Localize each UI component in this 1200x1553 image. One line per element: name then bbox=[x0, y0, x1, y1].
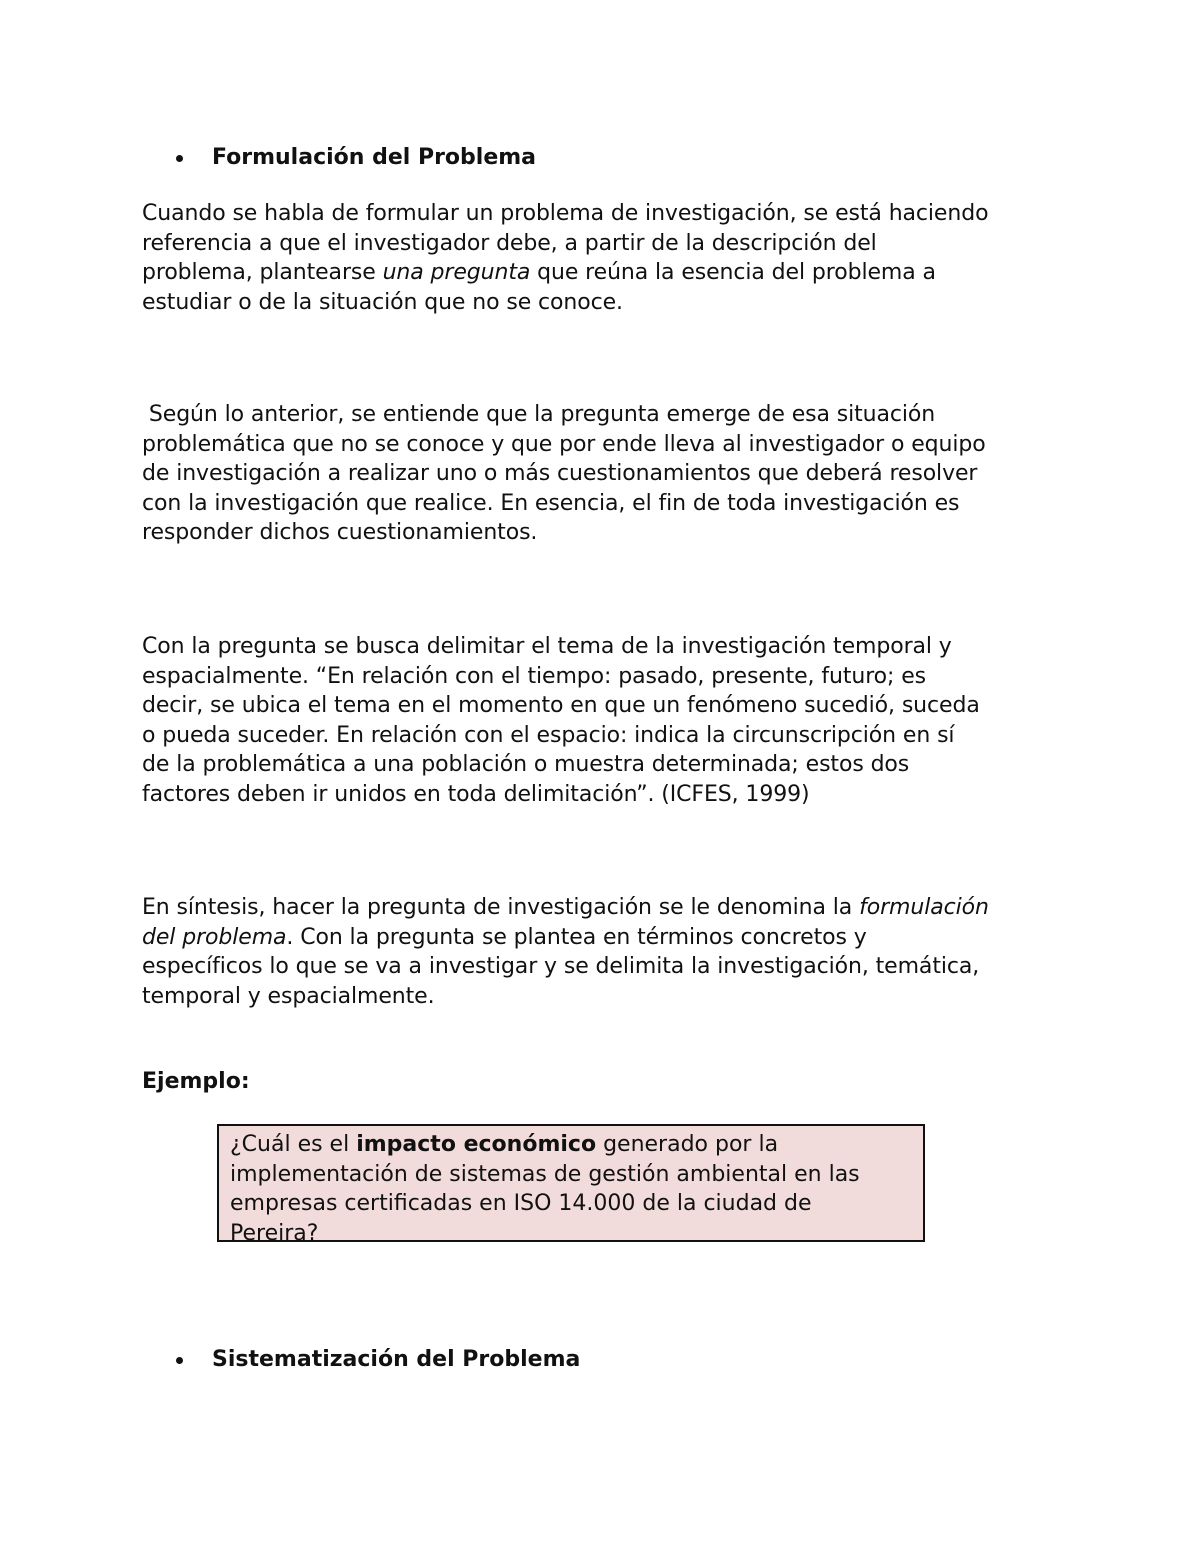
bold-text: impacto económico bbox=[356, 1132, 597, 1157]
paragraph-question-origin: Según lo anterior, se entiende que la pregunta emerge de esa situación problemática que no se conoce y que por ende lleva al investigador o equipo de investigación a realizar uno o más cuestionamientos que deberá resolver con la investigación que realice. En esencia, el fin de toda investigación es responder dichos cuestionamientos. bbox=[142, 402, 986, 545]
paragraph-definition: Cuando se habla de formular un problema de investigación, se está haciendo referencia a que el investigador debe, a partir de la descripción del problema, plantearse una pregunta que reúna la esencia del problema a estudiar o de la situación que no se conoce. bbox=[142, 201, 989, 315]
example-label: Ejemplo: bbox=[142, 1069, 250, 1094]
bullet-icon bbox=[176, 1357, 183, 1364]
emphasis-text: del problema bbox=[142, 924, 287, 950]
emphasis-text: una pregunta bbox=[382, 260, 531, 285]
bullet-icon bbox=[176, 155, 183, 162]
paragraph-synthesis: En síntesis, hacer la pregunta de investigación se le denomina la formulación del problema. Con la pregunta se plantea en términos concretos y específicos lo que se va a investigar y se delimita la investigación, temática, temporal y espacialmente. bbox=[142, 895, 989, 1009]
heading-text: Sistematización del Problema bbox=[212, 1347, 581, 1372]
example-question-box: ¿Cuál es el impacto económico generado por la implementación de sistemas de gestión ambiental en las empresas certificadas en ISO 14.000 de la ciudad de Pereira? bbox=[217, 1124, 925, 1242]
heading-text: Formulación del Problema bbox=[212, 145, 537, 170]
emphasis-text: formulación bbox=[859, 895, 989, 920]
paragraph-delimitation: Con la pregunta se busca delimitar el tema de la investigación temporal y espacialmente. “En relación con el tiempo: pasado, presente, futuro; es decir, se ubica el tema en el momento en que un fenómeno sucedió, suceda o pueda suceder. En relación con el espacio: indica la circunscripción en sí de la problemática a una población o muestra determinada; estos dos factores deben ir unidos en toda delimitación”. (ICFES, 1999) bbox=[142, 634, 980, 807]
